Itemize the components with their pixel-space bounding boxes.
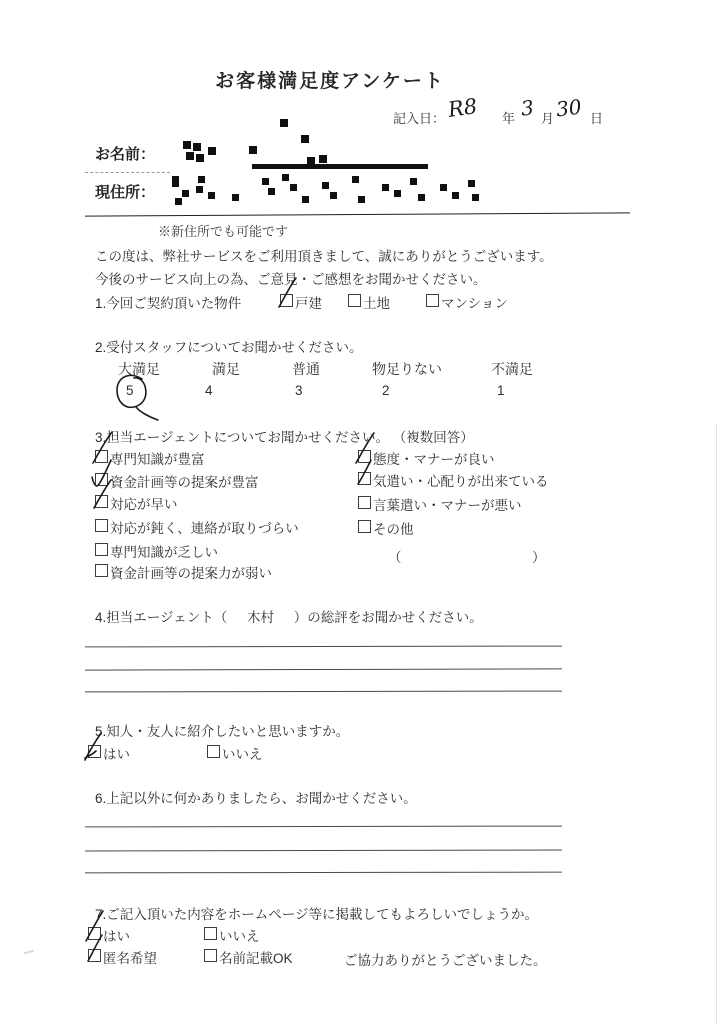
option-label: いいえ: [219, 929, 260, 944]
option-label: マンション: [441, 296, 508, 311]
q2-scale-value-5[interactable]: 5: [126, 383, 134, 398]
address-note: ※新住所でも可能です: [158, 224, 289, 239]
option-label: 資金計画等の提案力が弱い: [110, 566, 272, 581]
q3-note: （複数回答）: [392, 430, 474, 445]
selected-rating-circle: [112, 371, 168, 423]
q1-label: 1.今回ご契約頂いた物件: [95, 296, 242, 311]
q3-left-option-6[interactable]: [95, 562, 272, 582]
q4-answer-line-2[interactable]: [85, 668, 562, 670]
option-label: その他: [373, 522, 414, 537]
name-label: お名前：: [95, 146, 156, 163]
date-month-unit: 月: [541, 111, 555, 126]
q2-scale-label-2b: 物足りない: [372, 361, 442, 377]
q4-label-prefix: 4.担当エージェント（: [95, 610, 228, 625]
check-mark: [84, 727, 106, 761]
q6-answer-line-1[interactable]: [85, 826, 562, 828]
q5-option-yes[interactable]: [88, 743, 130, 763]
q2-scale-value-2[interactable]: 2: [382, 383, 390, 398]
page-title: お客様満足度アンケート: [215, 71, 445, 92]
scan-edge-line: [716, 425, 717, 1024]
q3-left-option-2[interactable]: [95, 471, 259, 491]
option-label: 態度・マナーが良い: [373, 452, 495, 467]
checkbox[interactable]: [358, 496, 371, 509]
checkbox[interactable]: [88, 745, 101, 758]
q3-other-open-paren: （: [388, 550, 402, 565]
checkbox[interactable]: [95, 519, 108, 532]
option-label: 匿名希望: [103, 951, 157, 966]
intro-line-2: 今後のサービス向上の為、ご意見・ご感想をお聞かせください。: [95, 272, 487, 287]
option-label: いいえ: [222, 747, 263, 762]
option-label: 戸建: [295, 296, 322, 311]
q2-scale-value-1[interactable]: 1: [497, 383, 505, 398]
q3-label-text: 3.担当エージェントについてお聞かせください。: [95, 430, 389, 445]
option-label: 名前記載OK: [219, 951, 293, 966]
option-label: 対応が鈍く、連絡が取りづらい: [110, 521, 299, 536]
q2-scale-value-3[interactable]: 3: [295, 383, 303, 398]
q3-left-option-4[interactable]: [95, 517, 299, 537]
date-year-value: R8: [446, 94, 479, 122]
q7-option-name-ok[interactable]: [204, 947, 293, 967]
q4-agent-name: 木村: [246, 610, 274, 625]
option-label: 言葉遣い・マナーが悪い: [373, 498, 522, 513]
q3-right-option-4[interactable]: [358, 518, 414, 538]
q6-answer-line-3[interactable]: [85, 872, 562, 874]
q5-label: 5.知人・友人に紹介したいと思いますか。: [95, 724, 350, 739]
date-day-value: 30: [554, 94, 583, 122]
option-label: 資金計画等の提案が豊富: [110, 475, 259, 490]
q2-scale-label-1: 不満足: [491, 361, 533, 377]
redacted-address: [172, 176, 179, 183]
checkbox[interactable]: [426, 294, 439, 307]
option-label: 専門知識が豊富: [110, 452, 205, 467]
scan-smudge: [24, 950, 34, 955]
address-label: 現住所：: [95, 184, 156, 201]
q3-label: [95, 426, 474, 446]
checkbox[interactable]: [358, 472, 371, 485]
q3-right-option-1[interactable]: [358, 448, 495, 468]
q3-right-option-2[interactable]: [358, 470, 549, 490]
intro-line-1: この度は、弊社サービスをご利用頂きまして、誠にありがとうございます。: [95, 249, 553, 264]
check-mark: [84, 931, 106, 965]
q1-option-mansion[interactable]: [426, 292, 508, 312]
checkbox[interactable]: [204, 927, 217, 940]
q2-scale-value-4[interactable]: 4: [205, 383, 213, 398]
checkbox[interactable]: [95, 564, 108, 577]
q4-answer-line-1[interactable]: [85, 646, 562, 648]
checkbox[interactable]: [95, 543, 108, 556]
checkbox[interactable]: [207, 745, 220, 758]
thanks-message: ご協力ありがとうございました。: [344, 953, 547, 968]
q3-right-option-3[interactable]: [358, 494, 522, 514]
redacted-name: [183, 141, 191, 149]
option-label: はい: [103, 747, 130, 762]
q3-left-option-5[interactable]: [95, 541, 218, 561]
check-mark: [354, 454, 376, 488]
checkbox[interactable]: [95, 495, 108, 508]
q4-label-suffix: ）の総評をお聞かせください。: [293, 610, 483, 625]
q3-other-close-paren: ）: [532, 550, 546, 565]
checkbox[interactable]: [88, 949, 101, 962]
option-label: 専門知識が乏しい: [110, 545, 218, 560]
redaction-bar: [252, 164, 428, 169]
q4-label: [95, 606, 483, 626]
header-divider: [85, 212, 630, 216]
option-label: 対応が早い: [110, 497, 178, 512]
option-label: 土地: [363, 296, 390, 311]
q6-label: 6.上記以外に何かありましたら、お聞かせください。: [95, 791, 417, 806]
checkbox[interactable]: [280, 294, 293, 307]
option-label: 気遣い・心配りが出来ている: [373, 474, 549, 489]
q4-answer-line-3[interactable]: [85, 691, 562, 693]
q7-label: 7.ご記入頂いた内容をホームページ等に掲載してもよろしいでしょうか。: [95, 907, 538, 922]
q7-option-anonymous[interactable]: [88, 947, 157, 967]
q2-label: 2.受付スタッフについてお聞かせください。: [95, 340, 363, 355]
q1-option-tochi[interactable]: [348, 292, 390, 312]
checkbox[interactable]: [204, 949, 217, 962]
date-day-unit: 日: [590, 111, 604, 126]
date-label: 記入日：: [393, 111, 446, 126]
check-mark: [276, 276, 298, 310]
q1-option-kodate[interactable]: [280, 292, 322, 312]
q5-option-no[interactable]: [207, 743, 263, 763]
option-label: はい: [103, 929, 130, 944]
q6-answer-line-2[interactable]: [85, 850, 562, 852]
date-month-value: 3: [519, 95, 535, 121]
q2-scale-label-5: 大満足: [118, 361, 160, 377]
q7-option-no[interactable]: [204, 925, 260, 945]
q2-scale-label-4: 満足: [212, 361, 240, 377]
date-year-unit: 年: [502, 111, 516, 126]
check-mark: [91, 477, 113, 511]
checkbox[interactable]: [348, 294, 361, 307]
checkbox[interactable]: [358, 520, 371, 533]
name-underline: [85, 172, 170, 173]
q3-left-option-3[interactable]: [95, 493, 178, 513]
q2-scale-label-3: 普通: [292, 361, 320, 377]
